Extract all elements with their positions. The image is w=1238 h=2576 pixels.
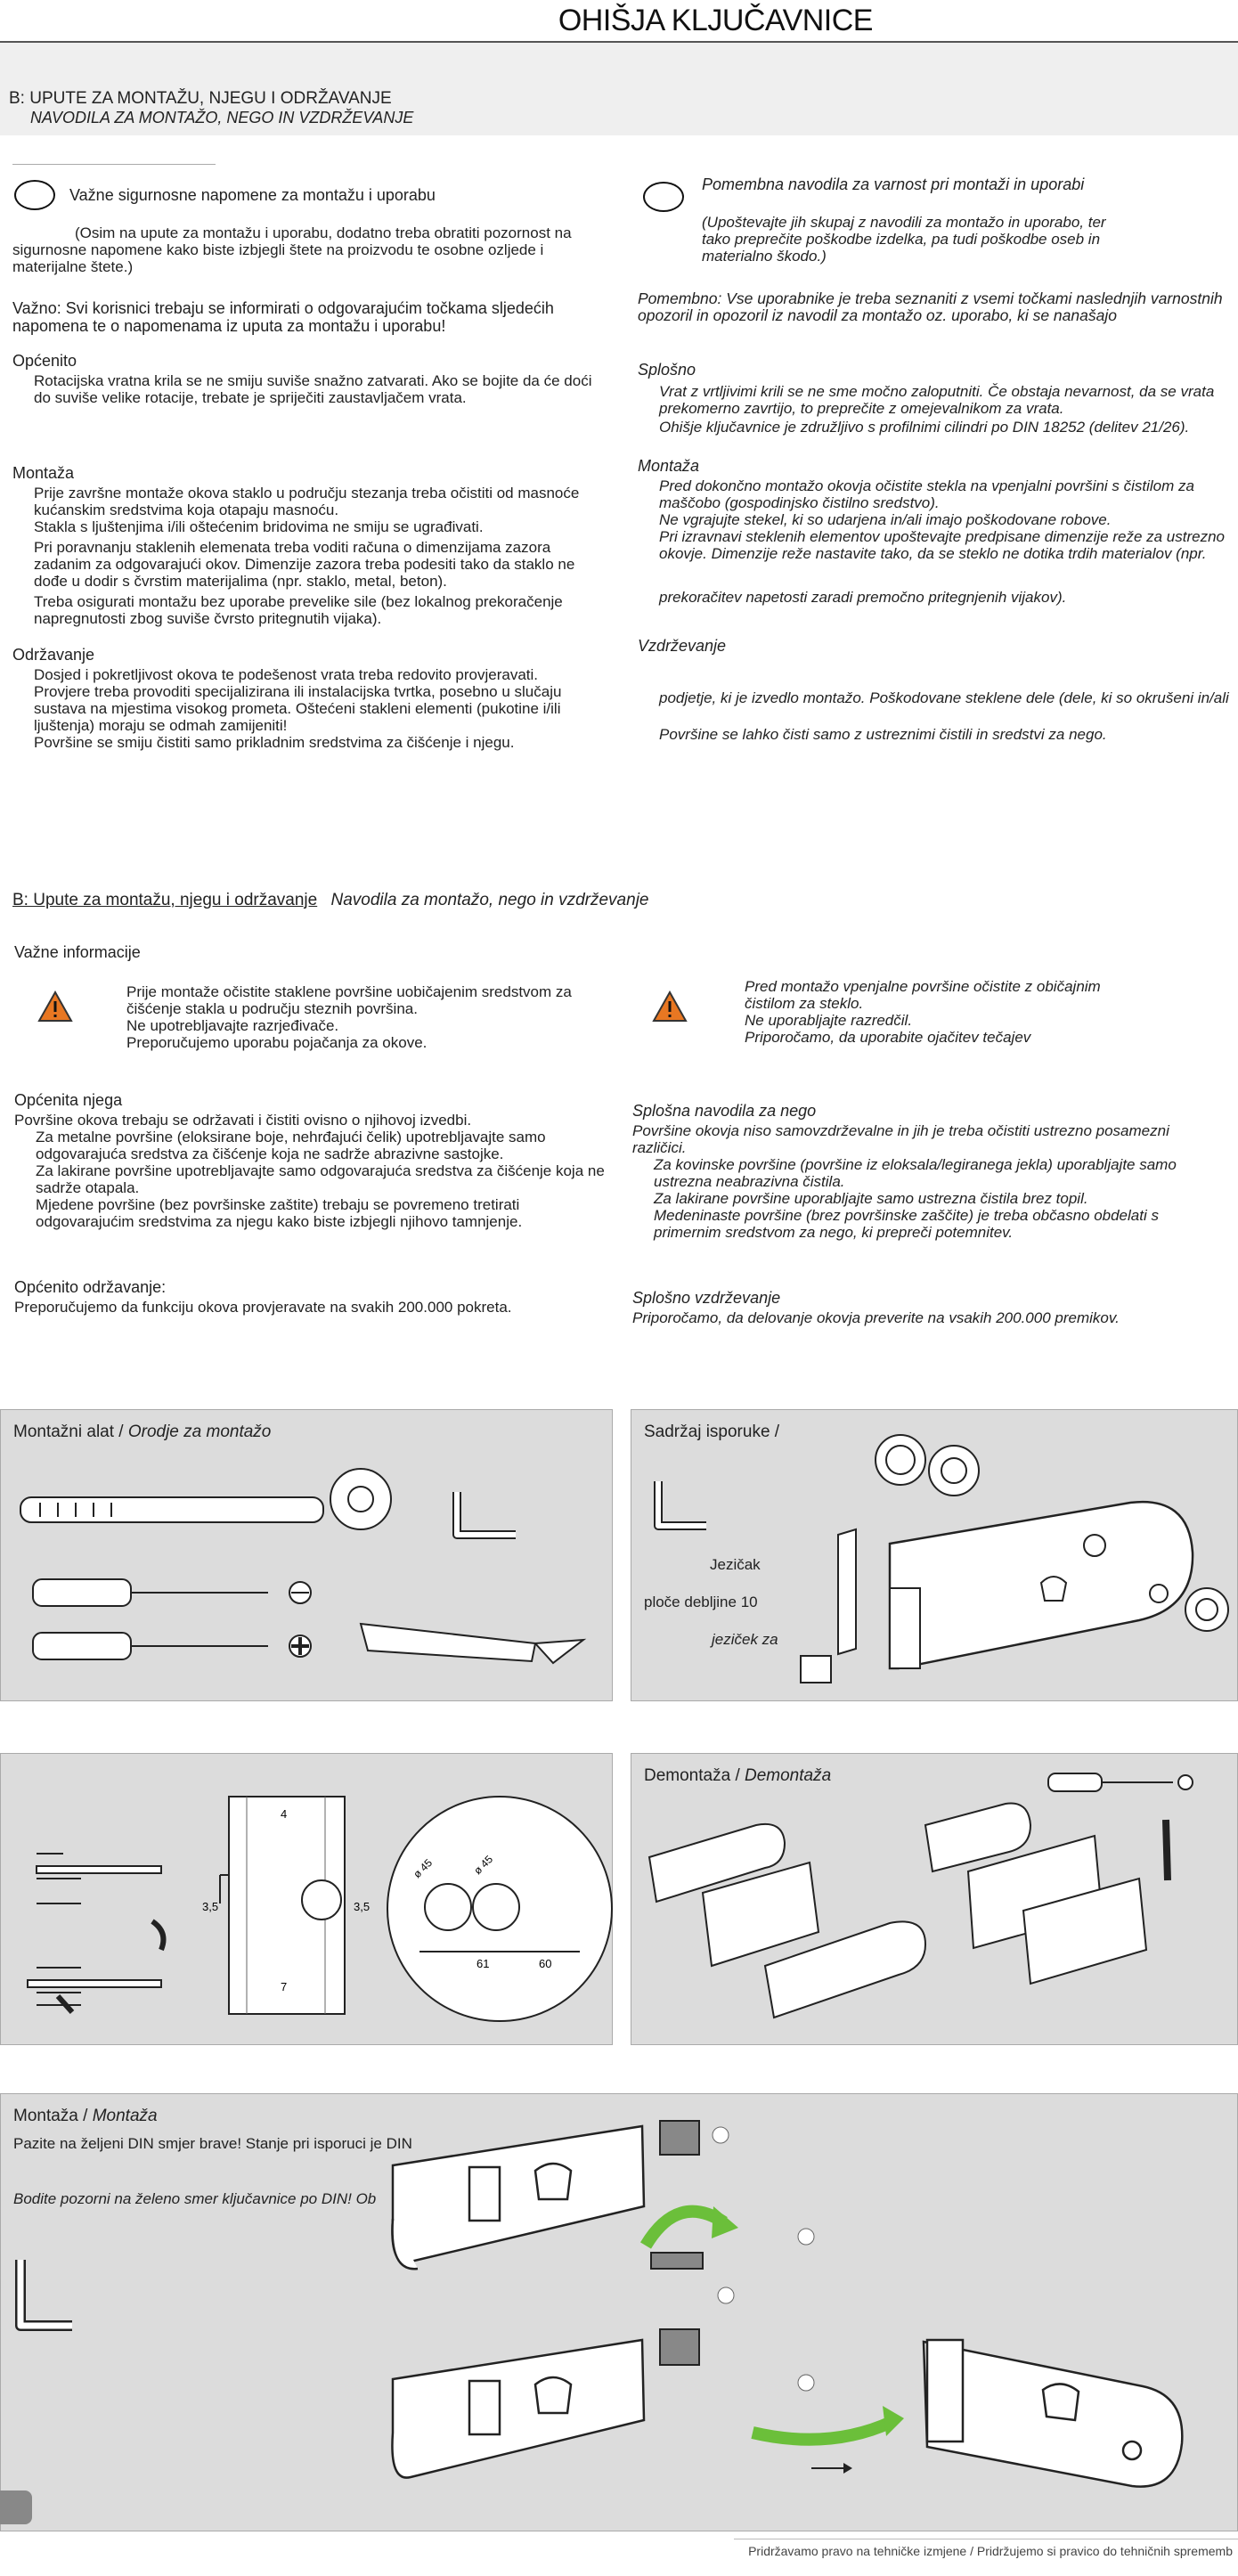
care-heading-general-hr: Općenita njega xyxy=(14,1091,123,1109)
mount-panel xyxy=(0,2093,1238,2531)
tools-panel xyxy=(0,1409,613,1701)
left-general-heading: Općenito xyxy=(12,352,77,370)
glass-strip xyxy=(838,1529,856,1654)
mount-heading-sl: Montaža xyxy=(92,2107,158,2125)
right-general-heading: Splošno xyxy=(638,361,696,379)
right-mount-p1: Pred dokončno montažo okovja očistite stekla na vpenjalni površini s čistilom za maščobo (gospodinjsko čistilno sredstvo). xyxy=(659,477,1194,511)
info-sl-2: Ne uporabljajte razredčil. xyxy=(745,1012,913,1029)
mount-illustration xyxy=(1,2094,1238,2532)
right-safety-body: (Upoštevajte jih skupaj z navodili za montažo in uporabo, ter tako preprečite poškodbe izdelka, pa tudi poškodbe oseb in materialno škodo.) xyxy=(702,214,1106,265)
right-mount-p3: Pri izravnavi steklenih elementov upoštevajte predpisane dimenzije reže za ustrezno okovje. Dimenzije reže nastavite tako, da se steklo ne dotika trdih materialov (npr. xyxy=(659,528,1226,562)
dismount-heading-hr: Demontaža / xyxy=(644,1766,745,1785)
right-maint-p1: podjetje, ki je izvedlo montažo. Poškodovane steklene dele (dele, ki so okrušeni in/ali xyxy=(659,689,1229,706)
allen-key-icon xyxy=(20,2260,72,2326)
info-hr xyxy=(126,983,607,1051)
page-number-tab xyxy=(0,2490,32,2524)
left-mount-p2: Stakla s ljuštenjima i/ili oštećenim bridovima ne smiju se ugrađivati. xyxy=(34,518,484,535)
dim-label-7: 7 xyxy=(281,1980,288,1993)
right-mount-p4: prekoračitev napetosti zaradi premočno pritegnjenih vijakov). xyxy=(659,589,1067,606)
care-intro-sl: Površine okovja niso samovzdrževalne in jih je treba očistiti ustrezno posamezni različici. xyxy=(632,1122,1169,1156)
tools-illustration xyxy=(1,1410,614,1702)
dim-label-dia-1: ø 45 xyxy=(411,1856,436,1881)
section-b-heading-hr: B: UPUTE ZA MONTAŽU, NJEGU I ODRŽAVANJE xyxy=(9,89,392,108)
title-bar xyxy=(0,0,1238,43)
dim-label-3-5-left: 3,5 xyxy=(202,1900,219,1913)
info-hr-1: Prije montaže očistite staklene površine uobičajenim sredstvom za čišćenje stakla u području steznih površina. xyxy=(126,983,572,1017)
section-b-band xyxy=(0,43,1238,135)
care-item-hr-1: Za metalne površine (eloksirane boje, nehrđajući čelik) upotrebljavajte samo odgovarajuća sredstva za čišćenje koja ne sadrže abrazivne sastojke. xyxy=(36,1129,546,1162)
divider xyxy=(12,164,216,165)
allen-key-icon xyxy=(658,1481,706,1526)
allen-key-icon xyxy=(457,1492,516,1535)
right-general-p1: Vrat z vrtljivimi krili se ne sme močno zaloputniti. Če obstaja nevarnost, da se vrata prekomerno zavrtijo, to preprečite z omejevalnikom za vrata. xyxy=(659,383,1215,417)
care-heading-hr: B: Upute za montažu, njegu i održavanje xyxy=(12,891,318,909)
dismount-heading-sl: Demontaža xyxy=(745,1766,832,1785)
delivery-heading: Sadržaj isporuke / xyxy=(644,1423,780,1441)
dim-label-3-5-right: 3,5 xyxy=(354,1900,371,1913)
left-mount-p4: Treba osigurati montažu bez uporabe prevelike sile (bez lokalnog prekoračenje napregnutosti zbog suviše čvrsto pritegnutih vijaka). xyxy=(34,593,563,627)
dismount-illustration xyxy=(631,1754,1238,2046)
latch-tongue-icon xyxy=(801,1656,831,1683)
right-maint-heading: Vzdrževanje xyxy=(638,637,727,655)
right-general-text xyxy=(659,383,1229,436)
info-hr-2: Ne upotrebljavajte razrjeđivače. xyxy=(126,1017,339,1034)
delivery-illustration xyxy=(631,1410,1238,1702)
tools-heading-hr: Montažni alat / xyxy=(13,1423,128,1441)
maint-text-sl: Priporočamo, da delovanje okovja preverite na vsakih 200.000 premikov. xyxy=(632,1309,1120,1326)
maint-text-hr: Preporučujemo da funkciju okova provjeravate na svakih 200.000 pokreta. xyxy=(14,1299,512,1316)
care-intro-hr: Površine okova trebaju se održavati i čistiti ovisno o njihovoj izvedbi. xyxy=(14,1112,472,1129)
dim-label-dia-2: ø 45 xyxy=(471,1853,496,1878)
safety-circle-icon-sl xyxy=(643,182,684,212)
delivery-label-2: ploče debljine 10 xyxy=(644,1594,758,1610)
left-important: Važno: Svi korisnici trebaju se informirati o odgovarajućim točkama sljedećih napomena te o napomenama iz uputa za montažu i uporabu! xyxy=(12,299,554,335)
delivery-label-3: jeziček za xyxy=(712,1631,778,1648)
left-mount-heading: Montaža xyxy=(12,464,75,482)
cutter-knife-icon xyxy=(361,1624,583,1663)
slide-arrow-icon xyxy=(753,2422,892,2440)
right-general-p2: Ohišje ključavnice je združljivo s profilnimi cilindri po DIN 18252 (delitev 21/26). xyxy=(659,419,1190,436)
warning-icon-sl xyxy=(652,990,688,1023)
torque-wrench-icon xyxy=(20,1469,391,1529)
left-maint-text xyxy=(34,666,600,751)
left-maint-p2: Provjere treba provoditi specijalizirana ili instalacijska tvrtka, posebno u slučaju sustava na mjestima visokog prometa. Oštećeni stakleni elementi (pukotine i/ili ljuštenja) moraju se odmah zamijeniti! xyxy=(34,683,562,734)
right-mount-heading: Montaža xyxy=(638,457,700,475)
dismount-panel xyxy=(631,1753,1238,2045)
care-heading-general-sl: Splošna navodila za nego xyxy=(632,1102,817,1120)
left-maint-p1: Dosjed i pokretljivost okova te podešenost vrata treba redovito provjeravati. xyxy=(34,666,539,683)
left-safety-title: Važne sigurnosne napomene za montažu i uporabu xyxy=(69,186,436,204)
care-item-sl-1: Za kovinske površine (površine iz eloksala/legiranega jekla) uporabljajte samo ustrezna neabrazivna čistila. xyxy=(654,1156,1177,1190)
mount-note-hr: Pazite na željeni DIN smjer brave! Stanje pri isporuci je DIN xyxy=(13,2135,412,2152)
care-item-hr-2: Za lakirane površine upotrebljavajte samo odgovarajuća sredstva za čišćenje koja ne sadrže otapala. xyxy=(36,1162,605,1196)
info-sl-1: Pred montažo vpenjalne površine očistite z običajnim čistilom za steklo. xyxy=(745,978,1101,1012)
rosette-icon xyxy=(876,1435,925,1485)
maint-heading-hr: Općenito održavanje: xyxy=(14,1278,167,1296)
care-text-hr xyxy=(14,1112,620,1230)
rosette-icon xyxy=(929,1446,979,1496)
screwdriver-cross-icon xyxy=(33,1633,311,1659)
left-general-text: Rotacijska vratna krila se ne smiju suviše snažno zatvarati. Ako se bojite da će doći do suviše velike rotacije, trebate je spriječiti zaustavljačem vrata. xyxy=(34,372,592,406)
left-mount-p3: Pri poravnanju staklenih elemenata treba voditi računa o dimenzijama zazora zadanim za odgovarajući okov. Dimenzije zazora treba podesiti tako da staklo ne dođe u dodir s čvrstim materijalima (npr. staklo, metal, beton). xyxy=(34,539,575,590)
left-mount-p1: Prije završne montaže okova staklo u području stezanja treba očistiti od masnoće kućanskim sredstvima koja otapaju masnoću. xyxy=(34,485,580,518)
care-item-hr-3: Mjedene površine (bez površinske zaštite) trebaju se povremeno tretirati odgovarajućim sredstvima za njegu kako biste izbjegli njihovo tamnjenje. xyxy=(36,1196,523,1230)
dimensions-illustration xyxy=(1,1754,614,2046)
footer-note: Pridržavamo pravo na tehničke izmjene / Pridržujemo si pravico do tehničnih sprememb xyxy=(748,2544,1233,2558)
rosette-icon xyxy=(1185,1588,1228,1631)
left-maint-p3: Površine se smiju čistiti samo prikladnim sredstvima za čišćenje i njegu. xyxy=(34,734,515,751)
left-maint-heading: Održavanje xyxy=(12,646,95,664)
info-sl xyxy=(745,978,1119,1046)
screwdriver-icon xyxy=(1048,1773,1193,1791)
care-item-sl-2: Za lakirane površine uporabljajte samo ustrezna čistila brez topil. xyxy=(654,1190,1088,1207)
page-title: OHIŠJA KLJUČAVNICE xyxy=(558,4,873,37)
left-safety-body: (Osim na upute za montažu i uporabu, dodatno treba obratiti pozornost na sigurnosne napomene kako biste izbjegli štete na proizvodu te osobne ozljede i materijalne štete.) xyxy=(12,224,572,275)
dim-label-4: 4 xyxy=(281,1807,288,1821)
right-safety-title: Pomembna navodila za varnost pri montaži in uporabi xyxy=(702,175,1085,193)
care-heading xyxy=(12,891,648,910)
care-item-sl-3: Medeninaste površine (brez površinske zaščite) je treba občasno obdelati s primernim sredstvom za nego, ki prepreči potemnitev. xyxy=(654,1207,1159,1241)
screwdriver-flat-icon xyxy=(33,1579,311,1606)
info-sl-3: Priporočamo, da uporabite ojačitev tečajev xyxy=(745,1029,1031,1046)
care-text-sl xyxy=(632,1122,1202,1241)
info-heading: Važne informacije xyxy=(14,943,141,961)
delivery-panel xyxy=(631,1409,1238,1701)
lock-case-bottom xyxy=(392,2340,644,2478)
left-mount-text xyxy=(34,485,600,627)
right-mount-p2: Ne vgrajujte stekel, ki so udarjena in/ali imajo poškodovane robove. xyxy=(659,511,1112,528)
right-important: Pomembno: Vse uporabnike je treba seznaniti z vsemi točkami naslednjih varnostnih opozoril in opozoril iz navodil za montažo oz. uporabo, ki se nanašajo xyxy=(638,289,1223,324)
maint-heading-sl: Splošno vzdrževanje xyxy=(632,1289,781,1307)
lock-case-top xyxy=(392,2126,644,2269)
mount-note-sl: Bodite pozorni na želeno smer ključavnice po DIN! Ob xyxy=(13,2190,377,2207)
right-maint-p2: Površine se lahko čisti samo z ustreznimi čistili in sredstvi za nego. xyxy=(659,726,1107,743)
section-b-heading-sl: NAVODILA ZA MONTAŽO, NEGO IN VZDRŽEVANJE xyxy=(30,109,414,126)
latch-tongue-icon xyxy=(660,2329,699,2365)
dimensions-panel xyxy=(0,1753,613,2045)
lock-case-final xyxy=(924,2340,1182,2487)
safety-circle-icon xyxy=(14,180,55,210)
info-hr-3: Preporučujemo uporabu pojačanja za okove. xyxy=(126,1034,428,1051)
mount-heading-hr: Montaža / xyxy=(13,2107,93,2125)
dim-label-60: 60 xyxy=(539,1957,552,1970)
dim-label-61: 61 xyxy=(476,1957,490,1970)
tools-heading-sl: Orodje za montažo xyxy=(127,1423,272,1441)
latch-tongue-icon xyxy=(660,2121,699,2155)
delivery-label-1: Jezičak xyxy=(710,1556,761,1573)
right-maint-text xyxy=(659,689,1229,743)
right-mount-text xyxy=(659,477,1229,606)
care-heading-sl: Navodila za montažo, nego in vzdrževanje xyxy=(330,891,649,909)
warning-icon xyxy=(37,990,73,1023)
